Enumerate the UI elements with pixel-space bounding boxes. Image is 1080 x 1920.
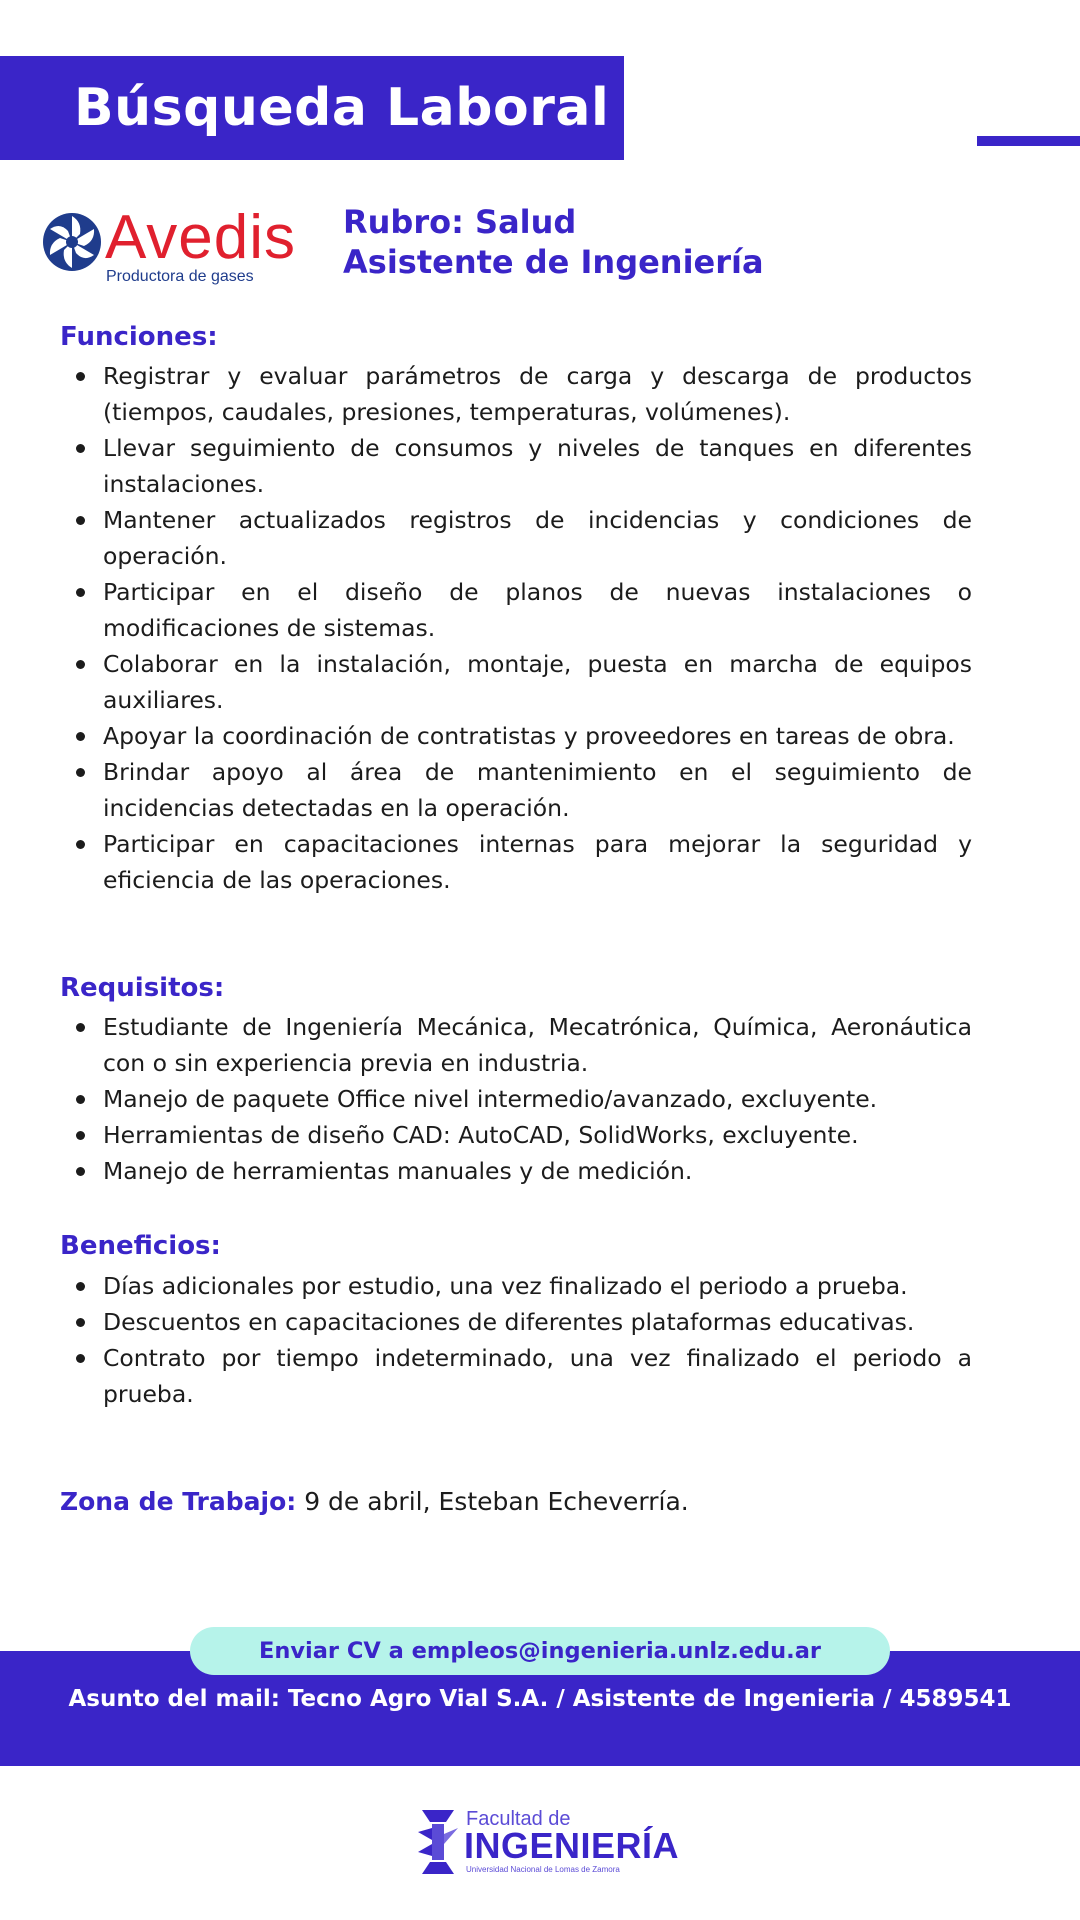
beneficios-list [60,1268,972,1412]
beneficios-heading: Beneficios: [60,1231,221,1261]
list-item: Mantener actualizados registros de incidencias y condiciones de operación. [60,502,972,574]
university-name: Universidad Nacional de Lomas de Zamora [466,1865,620,1874]
requisitos-list [60,1009,972,1189]
requisitos-heading: Requisitos: [60,973,225,1003]
list-item: Apoyar la coordinación de contratistas y proveedores en tareas de obra. [60,718,972,754]
list-item: Descuentos en capacitaciones de diferentes plataformas educativas. [60,1304,972,1340]
list-item: Brindar apoyo al área de mantenimiento en el seguimiento de incidencias detectadas en la operación. [60,754,972,826]
swirl-logo-icon [42,212,102,272]
send-cv-text: Enviar CV a empleos@ingenieria.unlz.edu.ar [258,1638,822,1664]
page-title: Búsqueda Laboral [74,78,610,138]
company-logo [42,203,332,290]
position-title: Asistente de Ingeniería [343,243,764,281]
faculty-label: Facultad de [466,1808,571,1830]
list-item: Llevar seguimiento de consumos y niveles de tanques en diferentes instalaciones. [60,430,972,502]
faculty-logo [418,1808,680,1878]
list-item: Manejo de paquete Office nivel intermedio/avanzado, excluyente. [60,1081,972,1117]
send-cv-pill[interactable] [190,1627,890,1675]
list-item: Colaborar en la instalación, montaje, puesta en marcha de equipos auxiliares. [60,646,972,718]
list-item: Días adicionales por estudio, una vez finalizado el periodo a prueba. [60,1268,972,1304]
list-item: Participar en el diseño de planos de nuevas instalaciones o modificaciones de sistemas. [60,574,972,646]
list-item: Participar en capacitaciones internas para mejorar la seguridad y eficiencia de las operaciones. [60,826,972,898]
list-item: Herramientas de diseño CAD: AutoCAD, SolidWorks, excluyente. [60,1117,972,1153]
list-item: Manejo de herramientas manuales y de medición. [60,1153,972,1189]
list-item: Contrato por tiempo indeterminado, una vez finalizado el periodo a prueba. [60,1340,972,1412]
work-zone [60,1484,689,1520]
funciones-list [60,358,972,898]
work-zone-value: 9 de abril, Esteban Echeverría. [296,1487,689,1516]
funciones-heading: Funciones: [60,322,218,352]
rubro-label: Rubro: Salud [343,203,577,241]
title-banner [0,56,624,160]
list-item: Estudiante de Ingeniería Mecánica, Mecatrónica, Química, Aeronáutica con o sin experiencia previa en industria. [60,1009,972,1081]
accent-line [977,136,1080,146]
email-subject: Asunto del mail: Tecno Agro Vial S.A. / Asistente de Ingenieria / 4589541 [68,1686,1012,1712]
company-wordmark: Avedis [105,203,296,272]
work-zone-label: Zona de Trabajo: [60,1487,297,1516]
position-header [343,202,764,282]
company-tagline: Productora de gases [106,268,254,285]
faculty-emblem-icon [418,1810,458,1874]
list-item: Registrar y evaluar parámetros de carga y descarga de productos (tiempos, caudales, presiones, temperaturas, volúmenes). [60,358,972,430]
faculty-name: INGENIERÍA [464,1825,680,1866]
